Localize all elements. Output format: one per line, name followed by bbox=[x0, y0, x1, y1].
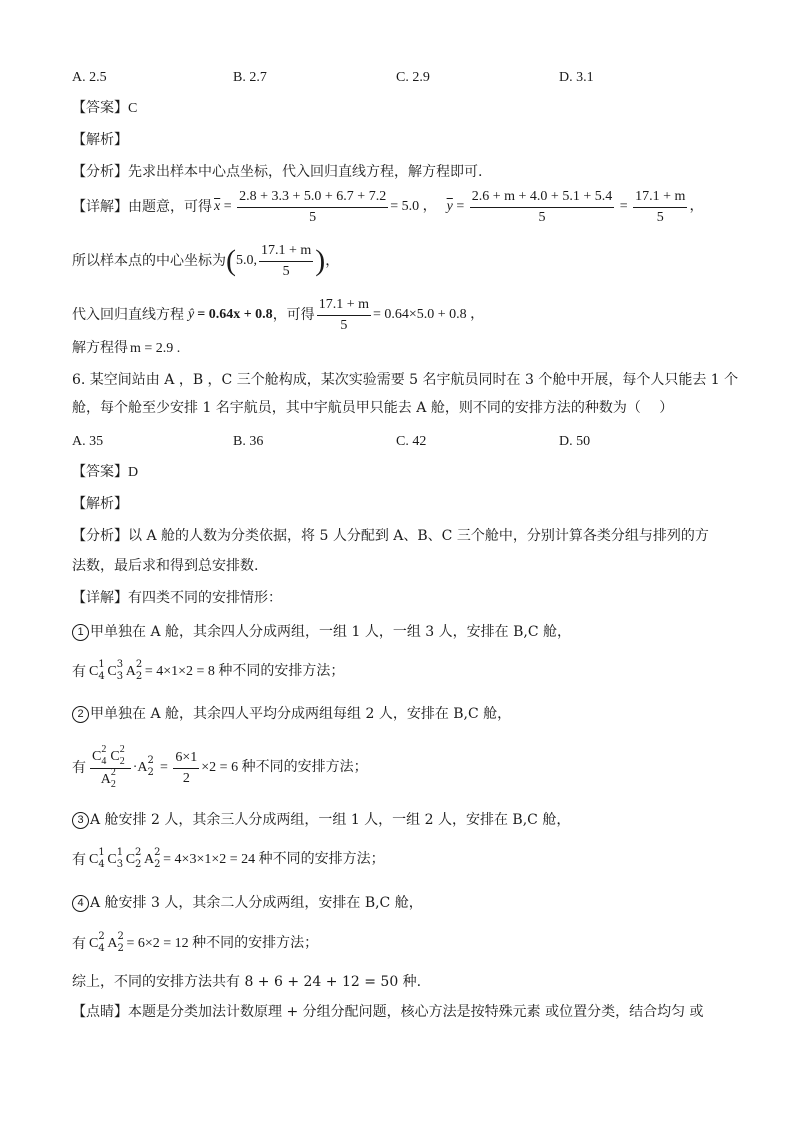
case2-calc: 有 C 2 4 C 2 2 A 2 2 ·A 2 2 = $\frac{6\times 1}{2}$ ×2 = 6 种不同的安排方法； bbox=[72, 743, 368, 790]
ybar-fraction: $\frac{2.6 + m + 4.0 + 5.1 + 5.4}{5}$ bbox=[471, 188, 613, 225]
case3-calc: 有 C 1 4 C 1 3 C 2 2 A 2 2 = 4×3×1×2 = 24 种不同的安排方法； bbox=[72, 847, 385, 870]
q6-comment: 【点睛】本题是分类加法计数原理 + 分组分配问题，核心方法是按特殊元素 或位置分类，结合均匀 或 bbox=[72, 1004, 704, 1020]
circled-number-2: 2 bbox=[72, 706, 89, 723]
q6-analysis-heading: 【解析】 bbox=[72, 496, 128, 512]
substitute-fraction: $\frac{17.1 + m}{5}$ bbox=[318, 296, 369, 333]
q5-solve-line: 解方程得 m = 2.9 . bbox=[72, 340, 181, 356]
center-fraction: $\frac{17.1 + m}{5}$ bbox=[261, 242, 312, 279]
q5-fenxi: 【分析】先求出样本中心点坐标，代入回归直线方程，解方程即可. bbox=[72, 164, 483, 180]
q6-answer: 【答案】D bbox=[72, 464, 139, 480]
q6-summary: 综上，不同的安排方法共有 8 + 6 + 24 + 12 = 50 种. bbox=[72, 974, 422, 990]
case1-text: 1 甲单独在 A 舱，其余四人分成两组，一组 1 人，一组 3 人，安排在 B,C 舱， bbox=[72, 622, 571, 642]
q6-option-a: A. 35 bbox=[72, 434, 104, 449]
option-b: B. 2.7 bbox=[233, 70, 267, 85]
q6-stem-line2: 舱，每个舱至少安排 1 名宇航员，其中宇航员甲只能去 A 舱，则不同的安排方法的种数为（ ） bbox=[72, 400, 674, 416]
case2-fraction-combination: C 2 4 C 2 2 A 2 2 bbox=[90, 747, 131, 790]
circled-number-4: 4 bbox=[72, 895, 89, 912]
q6-fenxi-line1: 【分析】以 A 舱的人数为分类依据，将 5 人分配到 A、B、C 三个舱中，分别计算各类分组与排列的方 bbox=[72, 528, 709, 544]
q6-stem-line1: 6. 某空间站由 A ，B ，C 三个舱构成，某次实验需要 5 名宇航员同时在 3 个舱中开展，每个人只能去 1 个 bbox=[72, 372, 739, 388]
q6-detail: 【详解】有四类不同的安排情形： bbox=[72, 590, 282, 606]
case4-calc: 有 C 2 4 A 2 2 = 6×2 = 12 种不同的安排方法； bbox=[72, 931, 319, 954]
q5-detail-formula: 【详解】 由题意，可得 $\overline{x}$ = $\frac{2.8 + 3.3 + 5.0 + 6.7 + 7.2}{5}$ = 5.0 ， $\overline{y}$ = $\frac{2.6 + m + 4.0 + 5.1 + 5.4}{5}$ = $\frac{17.1 + m}{5}$ ， bbox=[72, 188, 704, 225]
q5-analysis-heading: 【解析】 bbox=[72, 132, 128, 148]
circled-number-1: 1 bbox=[72, 624, 89, 641]
case1-calc: 有 C 1 4 C 3 3 A 2 2 = 4×1×2 = 8 种不同的安排方法； bbox=[72, 659, 345, 682]
q6-option-b: B. 36 bbox=[233, 434, 264, 449]
q5-substitute-line: 代入回归直线方程 ŷ = 0.64x + 0.8 ，可得 $\frac{17.1 + m}{5}$ = 0.64×5.0 + 0.8 ， bbox=[72, 296, 485, 333]
option-c: C. 2.9 bbox=[396, 70, 430, 85]
option-a: A. 2.5 bbox=[72, 70, 107, 85]
q6-fenxi-line2: 法数，最后求和得到总安排数. bbox=[72, 558, 259, 574]
ybar-fraction-simplified: $\frac{17.1 + m}{5}$ bbox=[635, 188, 686, 225]
q6-option-c: C. 42 bbox=[396, 434, 427, 449]
q6-option-d: D. 50 bbox=[559, 434, 591, 449]
q5-center-line: 所以样本点的中心坐标为 ( 5.0, $\frac{17.1 + m}{5}$ ) ， bbox=[72, 242, 340, 279]
case4-text: 4 A 舱安排 3 人，其余二人分成两组，安排在 B,C 舱， bbox=[72, 893, 423, 913]
case3-text: 3 A 舱安排 2 人，其余三人分成两组，一组 1 人，一组 2 人，安排在 B,C 舱， bbox=[72, 810, 570, 830]
case2-text: 2 甲单独在 A 舱，其余四人平均分成两组每组 2 人，安排在 B,C 舱， bbox=[72, 704, 511, 724]
q5-answer: 【答案】C bbox=[72, 100, 138, 116]
case2-fraction-value: $\frac{6\times 1}{2}$ bbox=[175, 749, 198, 786]
xbar-fraction: $\frac{2.8 + 3.3 + 5.0 + 6.7 + 7.2}{5}$ bbox=[239, 188, 387, 225]
circled-number-3: 3 bbox=[72, 812, 89, 829]
option-d: D. 3.1 bbox=[559, 70, 594, 85]
